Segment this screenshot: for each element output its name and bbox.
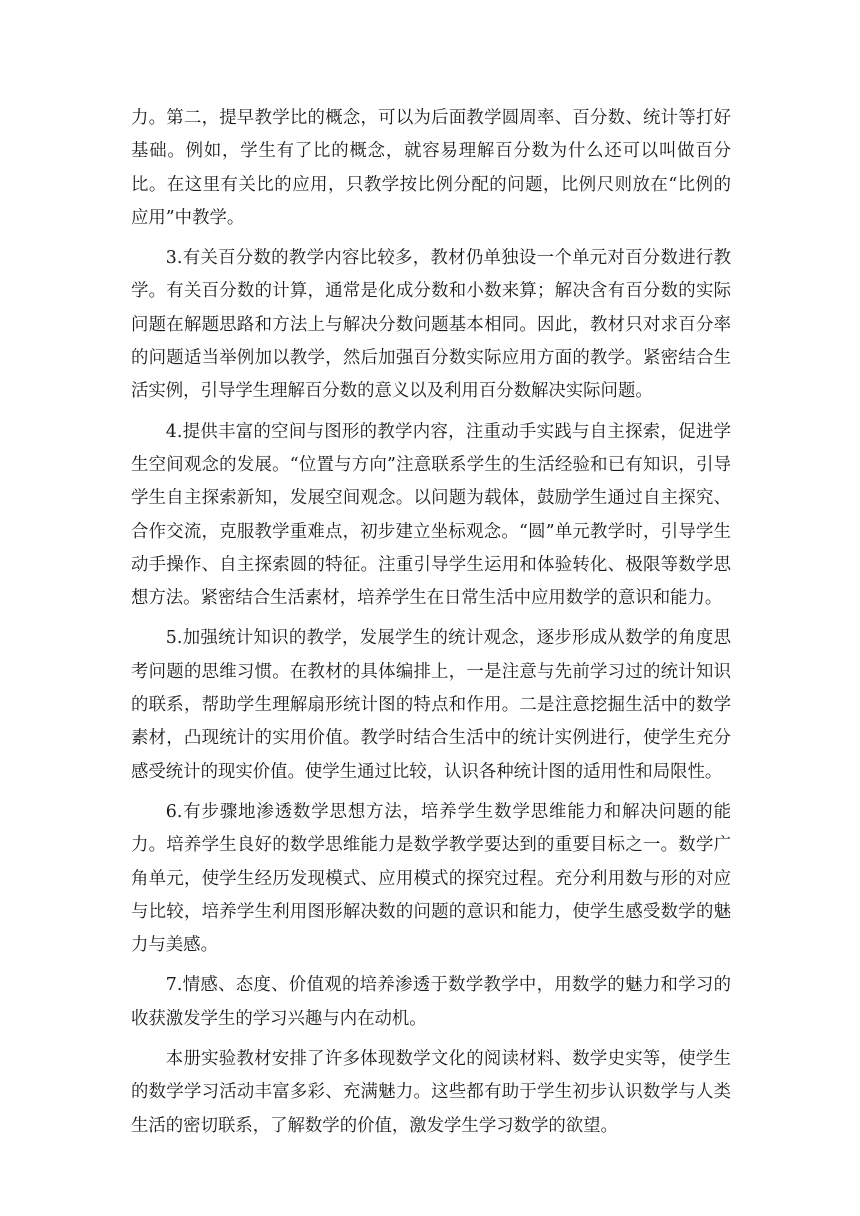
paragraph-item-3: 3.有关百分数的教学内容比较多，教材仍单独设一个单元对百分数进行教学。有关百分数的计算，通常是化成分数和小数来算；解决含有百分数的实际问题在解题思路和方法上与解决分数问题基本相同。因此，教材只对求百分率的问题适当举例加以教学，然后加强百分数实际应用方面的教学。紧密结合生活实例，引导学生理解百分数的意义以及利用百分数解决实际问题。 bbox=[131, 248, 731, 402]
paragraph-item-5: 5.加强统计知识的教学，发展学生的统计观念，逐步形成从数学的角度思考问题的思维习惯。在教材的具体编排上，一是注意与先前学习过的统计知识的联系，帮助学生理解扇形统计图的特点和作用。二是注意挖掘生活中的数学素材，凸现统计的实用价值。教学时结合生活中的统计实例进行，使学生充分感受统计的现实价值。使学生通过比较，认识各种统计图的适用性和局限性。 bbox=[131, 628, 731, 782]
paragraph-closing: 本册实验教材安排了许多体现数学文化的阅读材料、数学史实等，使学生的数学学习活动丰富多彩、充满魅力。这些都有助于学生初步认识数学与人类生活的密切联系，了解数学的价值，激发学生学习数学的欲望。 bbox=[131, 1049, 731, 1136]
paragraph-item-4: 4.提供丰富的空间与图形的教学内容，注重动手实践与自主探索，促进学生空间观念的发展。“位置与方向”注意联系学生的生活经验和已有知识，引导学生自主探索新知，发展空间观念。以问题为载体，鼓励学生通过自主探究、合作交流，克服教学重难点，初步建立坐标观念。“圆”单元教学时，引导学生动手操作、自主探索圆的特征。注重引导学生运用和体验转化、极限等数学思想方法。紧密结合生活素材，培养学生在日常生活中应用数学的意识和能力。 bbox=[131, 421, 731, 609]
document-body bbox=[131, 102, 731, 1143]
paragraph-item-6: 6.有步骤地渗透数学思想方法，培养学生数学思维能力和解决问题的能力。培养学生良好的数学思维能力是数学教学要达到的重要目标之一。数学广角单元，使学生经历发现模式、应用模式的探究过程。充分利用数与形的对应与比较，培养学生利用图形解决数的问题的意识和能力，使学生感受数学的魅力与美感。 bbox=[131, 801, 731, 956]
paragraph-continuation: 力。第二，提早教学比的概念，可以为后面教学圆周率、百分数、统计等打好基础。例如，学生有了比的概念，就容易理解百分数为什么还可以叫做百分比。在这里有关比的应用，只教学按比例分配的问题，比例尺则放在“比例的应用”中教学。 bbox=[131, 108, 731, 228]
paragraph-item-7: 7.情感、态度、价值观的培养渗透于数学教学中，用数学的魅力和学习的收获激发学生的学习兴趣与内在动机。 bbox=[131, 975, 731, 1029]
